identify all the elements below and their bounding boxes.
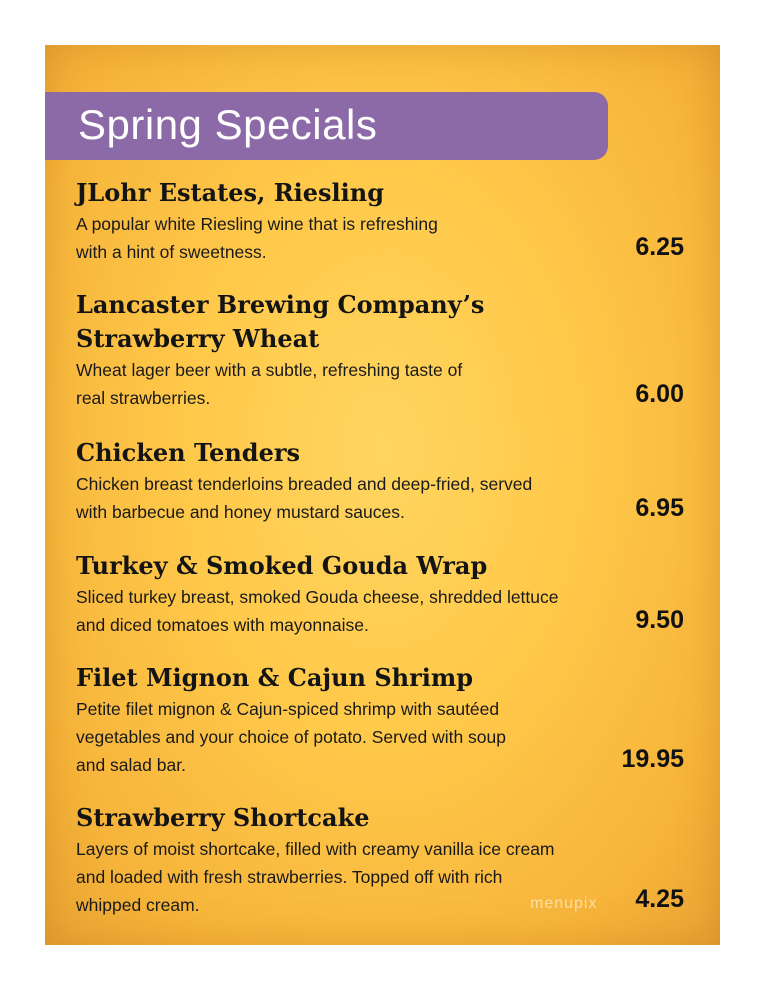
item-name: Turkey & Smoked Gouda Wrap [76,551,488,580]
menu-item-chicken-tenders [76,436,686,526]
item-description: A popular white Riesling wine that is refreshing with a hint of sweetness. [76,214,438,262]
item-name: Strawberry Shortcake [76,803,370,832]
item-price: 4.25 [635,885,684,913]
watermark: menupix [530,895,598,912]
item-name: Filet Mignon & Cajun Shrimp [76,663,474,692]
item-name: JLohr Estates, Riesling [76,178,385,207]
section-title: Spring Specials [78,101,378,148]
item-price: 6.95 [635,494,684,522]
item-price: 9.50 [635,606,684,634]
menu-item-riesling [76,176,686,266]
item-name: Lancaster Brewing Company’s Strawberry Wheat [76,290,485,353]
item-description: Sliced turkey breast, smoked Gouda cheese, shredded lettuce and diced tomatoes with mayonnaise. [76,587,559,635]
item-description: Layers of moist shortcake, filled with creamy vanilla ice cream and loaded with fresh strawberries. Topped off with rich whipped cream. [76,839,555,915]
item-name: Chicken Tenders [76,438,301,467]
section-banner [45,92,608,160]
menu-item-turkey-wrap [76,549,686,639]
menu-item-filet-mignon [76,661,686,779]
item-price: 6.25 [635,233,684,261]
item-price: 19.95 [621,745,684,773]
item-description: Chicken breast tenderloins breaded and deep-fried, served with barbecue and honey mustard sauces. [76,474,533,522]
menu-page [45,45,720,945]
item-price: 6.00 [635,380,684,408]
menu-item-strawberry-wheat [76,288,686,412]
item-description: Wheat lager beer with a subtle, refreshing taste of real strawberries. [76,360,463,408]
item-description: Petite filet mignon & Cajun-spiced shrimp with sautéed vegetables and your choice of potato. Served with soup and salad bar. [76,699,506,775]
